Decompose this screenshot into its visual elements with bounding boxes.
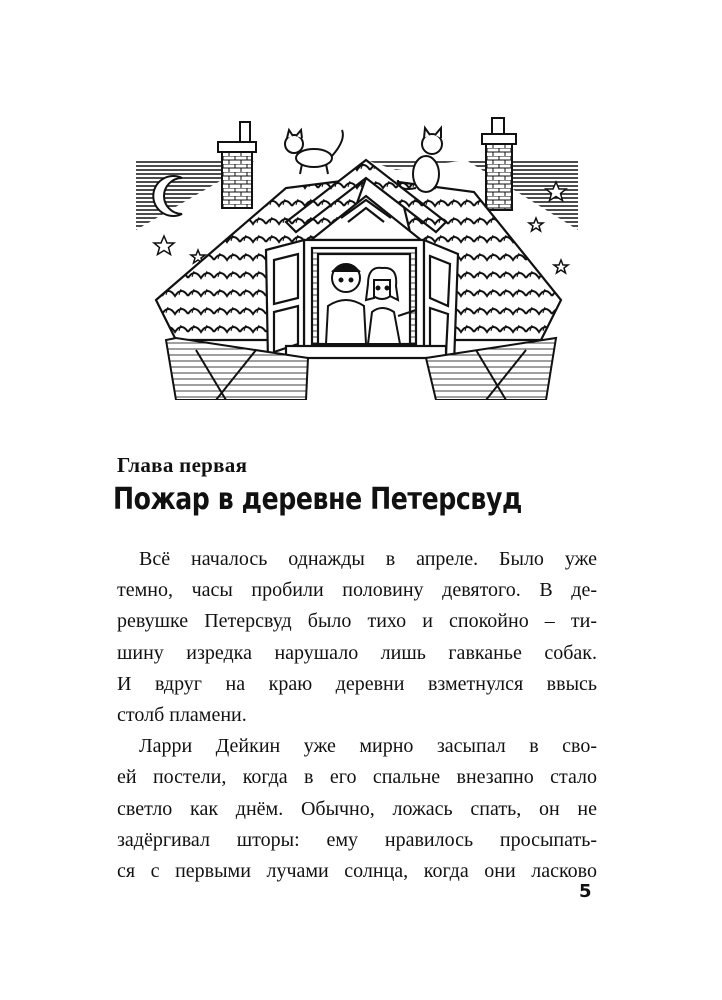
text-line: задёргивал шторы: ему нравилось просыпать- bbox=[117, 828, 597, 851]
body-text bbox=[117, 544, 597, 887]
text-line: Ларри Дейкин уже мирно засыпал в сво- bbox=[139, 735, 597, 758]
text-line: ей постели, когда в его спальне внезапно стало bbox=[117, 766, 597, 789]
chapter-title: Пожар в деревне Петерсвуд bbox=[113, 482, 522, 517]
rooftop-illustration bbox=[136, 100, 578, 400]
text-line: Всё началось однажды в апреле. Было уже bbox=[139, 548, 597, 570]
text-line: И вдруг на краю деревни взметнулся ввысь bbox=[117, 672, 597, 695]
dormer-window bbox=[266, 240, 458, 364]
page-number: 5 bbox=[579, 881, 592, 902]
text-line: светло как днём. Обычно, ложась спать, он не bbox=[117, 797, 597, 820]
text-line: ревушке Петерсвуд было тихо и спокойно – ти- bbox=[117, 610, 597, 633]
text-line: темно, часы пробили половину девятого. В де- bbox=[117, 579, 597, 602]
text-line: столб пламени. bbox=[117, 703, 247, 726]
chapter-label: Глава первая bbox=[117, 453, 248, 477]
text-line: ся с первыми лучами солнца, когда они ласково bbox=[117, 859, 597, 882]
text-line: шину изредка нарушало лишь гавканье собак. bbox=[117, 641, 597, 664]
